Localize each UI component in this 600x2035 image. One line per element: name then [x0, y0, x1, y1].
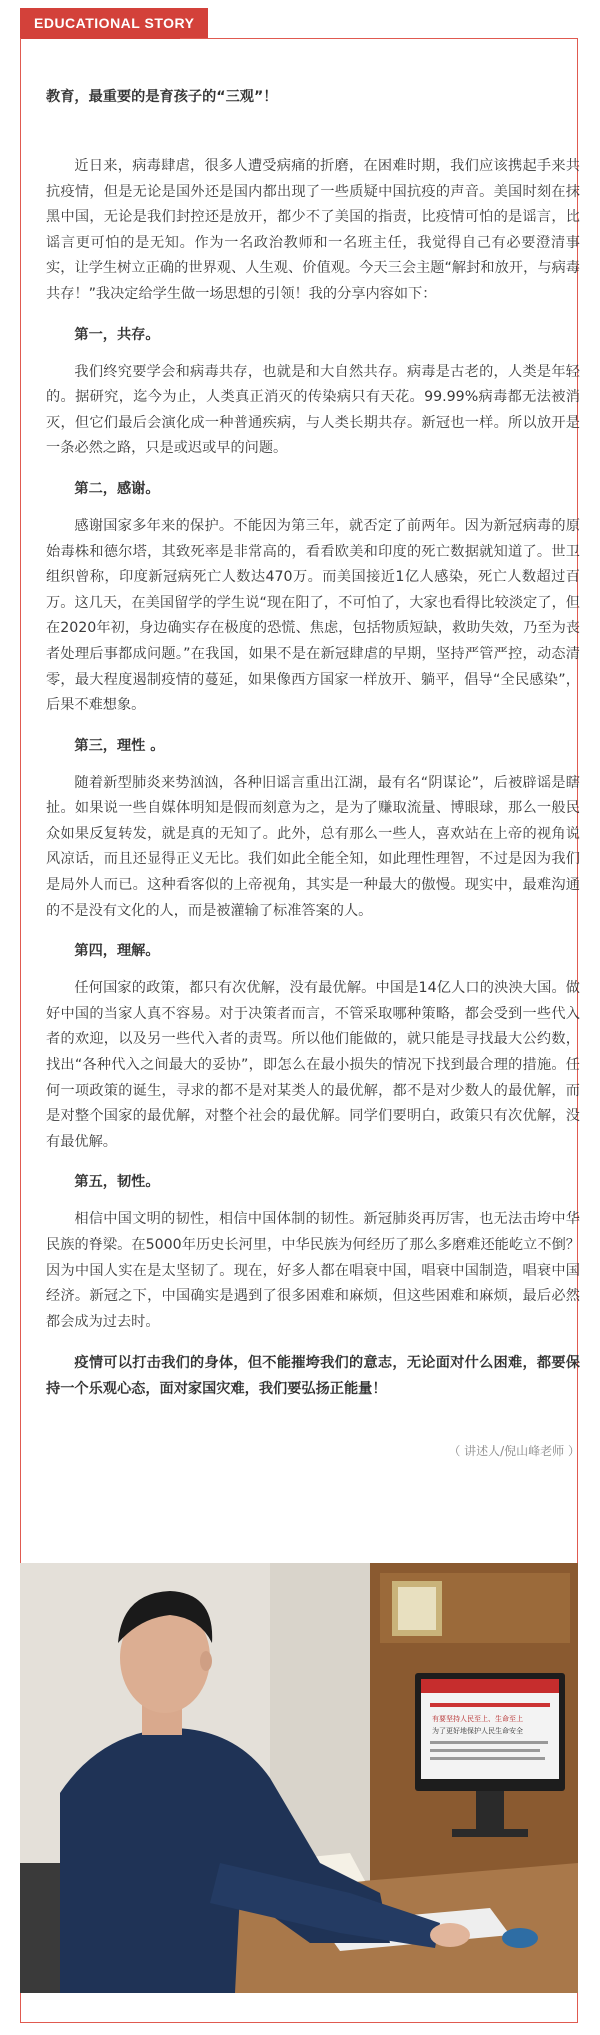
section-heading-5: 第五，韧性。	[74, 1174, 160, 1191]
intro-paragraph: 近日来，病毒肆虐，很多人遭受病痛的折磨，在困难时期，我们应该携起手来共抗疫情，但是无论是国外还是国内都出现了一些质疑中国抗疫的声音。美国时刻在抹黑中国，无论是我们封控还是放开，都少不了美国的指责，比疫情可怕的是谣言，比谣言更可怕的是无知。作为一名政治教师和一名班主任，我觉得自己有必要澄清事实，让学生树立正确的世界观、人生观、价值观。今天三会主题“解封和放开，与病毒共存！”我决定给学生做一场思想的引领！我的分享内容如下：	[46, 158, 580, 302]
article-title: 教育，最重要的是育孩子的“三观”！	[46, 89, 278, 105]
person-hand	[430, 1923, 470, 1947]
monitor-stand	[476, 1791, 504, 1831]
section-heading-1: 第一，共存。	[74, 326, 160, 343]
screen-line	[430, 1703, 550, 1707]
section-heading-3: 第三，理性 。	[74, 737, 165, 754]
person-ear	[200, 1651, 212, 1671]
screen-text-2: 为了更好地保护人民生命安全	[432, 1727, 523, 1735]
screen-text-1: 有要坚持人民至上、生命至上	[432, 1715, 523, 1723]
teacher-photo	[20, 1563, 578, 1993]
section-heading-2: 第二，感谢。	[74, 480, 160, 497]
screen-line-2	[430, 1741, 548, 1744]
section-body-4: 任何国家的政策，都只有次优解，没有最优解。中国是14亿人口的泱泱大国。做好中国的当家人真不容易。对于决策者而言，不管采取哪种策略，都会受到一些代入者的欢迎，以及另一些代入者的责骂。所以他们能做的，就只能是寻找最大公约数，找出“各种代入之间最大的妥协”，即怎么在最小损失的情况下找到最合理的措施。任何一项政策的诞生，寻求的都不是对某类人的最优解，都不是对少数人的最优解，而是对整个国家的最优解，对整个社会的最优解。同学们要明白，政策只有次优解，没有最优解。	[46, 980, 580, 1150]
photo-illustration	[20, 1563, 578, 1993]
narrator-credit: （ 讲述人/倪山峰老师 ）	[448, 1443, 580, 1458]
chair-back	[20, 1863, 60, 1993]
closing-paragraph: 疫情可以打击我们的身体，但不能摧垮我们的意志，无论面对什么困难，都要保持一个乐观心态，面对家国灾难，我们要弘扬正能量！	[46, 1355, 580, 1397]
section-body-2: 感谢国家多年来的保护。不能因为第三年，就否定了前两年。因为新冠病毒的原始毒株和德尔塔，其致死率是非常高的，看看欧美和印度的死亡数据就知道了。世卫组织曾称，印度新冠病死亡人数达470万。而美国接近1亿人感染，死亡人数超过百万。这几天，在美国留学的学生说“现在阳了，不可怕了，大家也看得比较淡定了，但在2020年初，身边确实存在极度的恐慌、焦虑，包括物质短缺，救助失效，乃至为丧者处理后事都成问题。”在我国，如果不是在新冠肆虐的早期，坚持严管严控，动态清零，最大程度遏制疫情的蔓延，如果像西方国家一样放开、躺平，倡导“全民感染”，后果不难想象。	[46, 517, 580, 714]
section-body-1: 我们终究要学会和病毒共存，也就是和大自然共存。病毒是古老的，人类是年轻的。据研究，迄今为止，人类真正消灭的传染病只有天花。99.99%病毒都无法被消灭，但它们最后会演化成一种普通疾病，与人类长期共存。新冠也一样。所以放开是一条必然之路，只是或迟或早的问题。	[46, 363, 580, 457]
screen-line-3	[430, 1749, 540, 1752]
section-tag: EDUCATIONAL STORY	[20, 8, 208, 39]
monitor-base	[452, 1829, 528, 1837]
section-body-3: 随着新型肺炎来势汹汹，各种旧谣言重出江湖，最有名“阴谋论”，后被辟谣是瞎扯。如果说一些自媒体明知是假而刻意为之，是为了赚取流量、博眼球，那么一般民众如果反复转发，就是真的无知了。此外，总有那么一些人，喜欢站在上帝的视角说风凉话，而且还显得正义无比。我们如此全能全知，如此理性理智，不过是因为我们是局外人而已。这种看客似的上帝视角，其实是一种最大的傲慢。现实中，最难沟通的不是没有文化的人，而是被灌输了标准答案的人。	[46, 774, 580, 919]
section-heading-4: 第四，理解。	[74, 943, 160, 960]
article-body	[46, 86, 580, 1464]
screen-banner	[421, 1679, 559, 1693]
screen-line-4	[430, 1757, 545, 1760]
section-body-5: 相信中国文明的韧性，相信中国体制的韧性。新冠肺炎再厉害，也无法击垮中华民族的脊梁。在5000年历史长河里，中华民族为何经历了那么多磨难还能屹立不倒？因为中国人实在是太坚韧了。现在，好多人都在唱衰中国，唱衰中国制造，唱衰中国经济。新冠之下，中国确实是遇到了很多困难和麻烦，但这些困难和麻烦，最后必然都会成为过去时。	[46, 1211, 580, 1330]
picture-frame-inner	[398, 1587, 436, 1630]
mouse-pad	[502, 1928, 538, 1948]
